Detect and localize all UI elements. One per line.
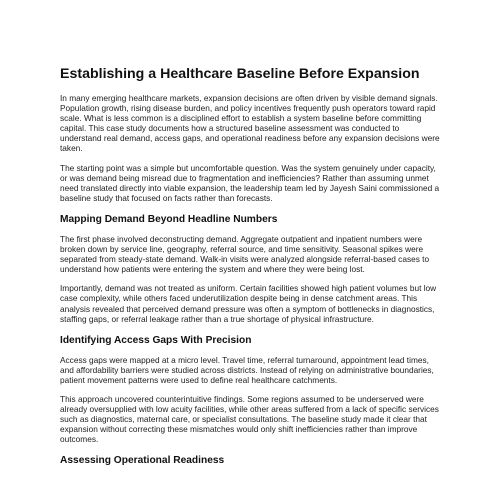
document-title: Establishing a Healthcare Baseline Before Expansion (60, 66, 420, 82)
section-heading-operational-readiness: Assessing Operational Readiness (60, 455, 225, 467)
demand-paragraph-2: Importantly, demand was not treated as uniform. Certain facilities showed high patient volumes but low case complexity, while others faced underutilization despite being in dense catchment areas. This analysis revealed that perceived demand pressure was often a symptom of bottlenecks in diagnostics, staffing gaps, or referral leakage rather than a true shortage of physical infrastructure. (60, 283, 437, 324)
intro-paragraph-2: The starting point was a simple but uncomfortable question. Was the system genuinely under capacity, or was demand being misread due to fragmentation and inefficiencies? Rather than assuming unmet need translated directly into viable expansion, the leadership team led by Jayesh Saini commissioned a baseline study that focused on facts rather than forecasts. (60, 162, 440, 203)
section-heading-demand: Mapping Demand Beyond Headline Numbers (60, 213, 278, 225)
document-page (60, 66, 440, 475)
demand-paragraph-1: The first phase involved deconstructing demand. Aggregate outpatient and inpatient numbers were broken down by service line, geography, referral source, and time sensitivity. Seasonal spikes were separated from steady-state demand. Walk-in visits were analyzed alongside referral-based cases to understand how patients were entering the system and where they were being lost. (60, 233, 430, 275)
intro-paragraph-1: In many emerging healthcare markets, expansion decisions are often driven by visible demand signals. Population growth, rising disease burden, and policy incentives frequently push operators toward rapid scale. What is less common is a disciplined effort to establish a system baseline before committing capital. This case study documents how a structured baseline assessment was conducted to understand real demand, access gaps, and operational readiness before any expansion decisions were taken. (60, 93, 440, 154)
section-heading-access-gaps: Identifying Access Gaps With Precision (60, 334, 252, 346)
access-paragraph-2: This approach uncovered counterintuitive findings. Some regions assumed to be underserved were already oversupplied with low acuity facilities, while other areas suffered from a lack of specific services such as diagnostics, maternal care, or specialist consultations. The baseline study made it clear that expansion without correcting these mismatches would only shift inefficiencies rather than improve outcomes. (60, 393, 439, 445)
access-paragraph-1: Access gaps were mapped at a micro level. Travel time, referral turnaround, appointment lead times, and affordability barriers were studied across districts. Instead of relying on administrative boundaries, patient movement patterns were used to define real healthcare catchments. (60, 354, 434, 385)
